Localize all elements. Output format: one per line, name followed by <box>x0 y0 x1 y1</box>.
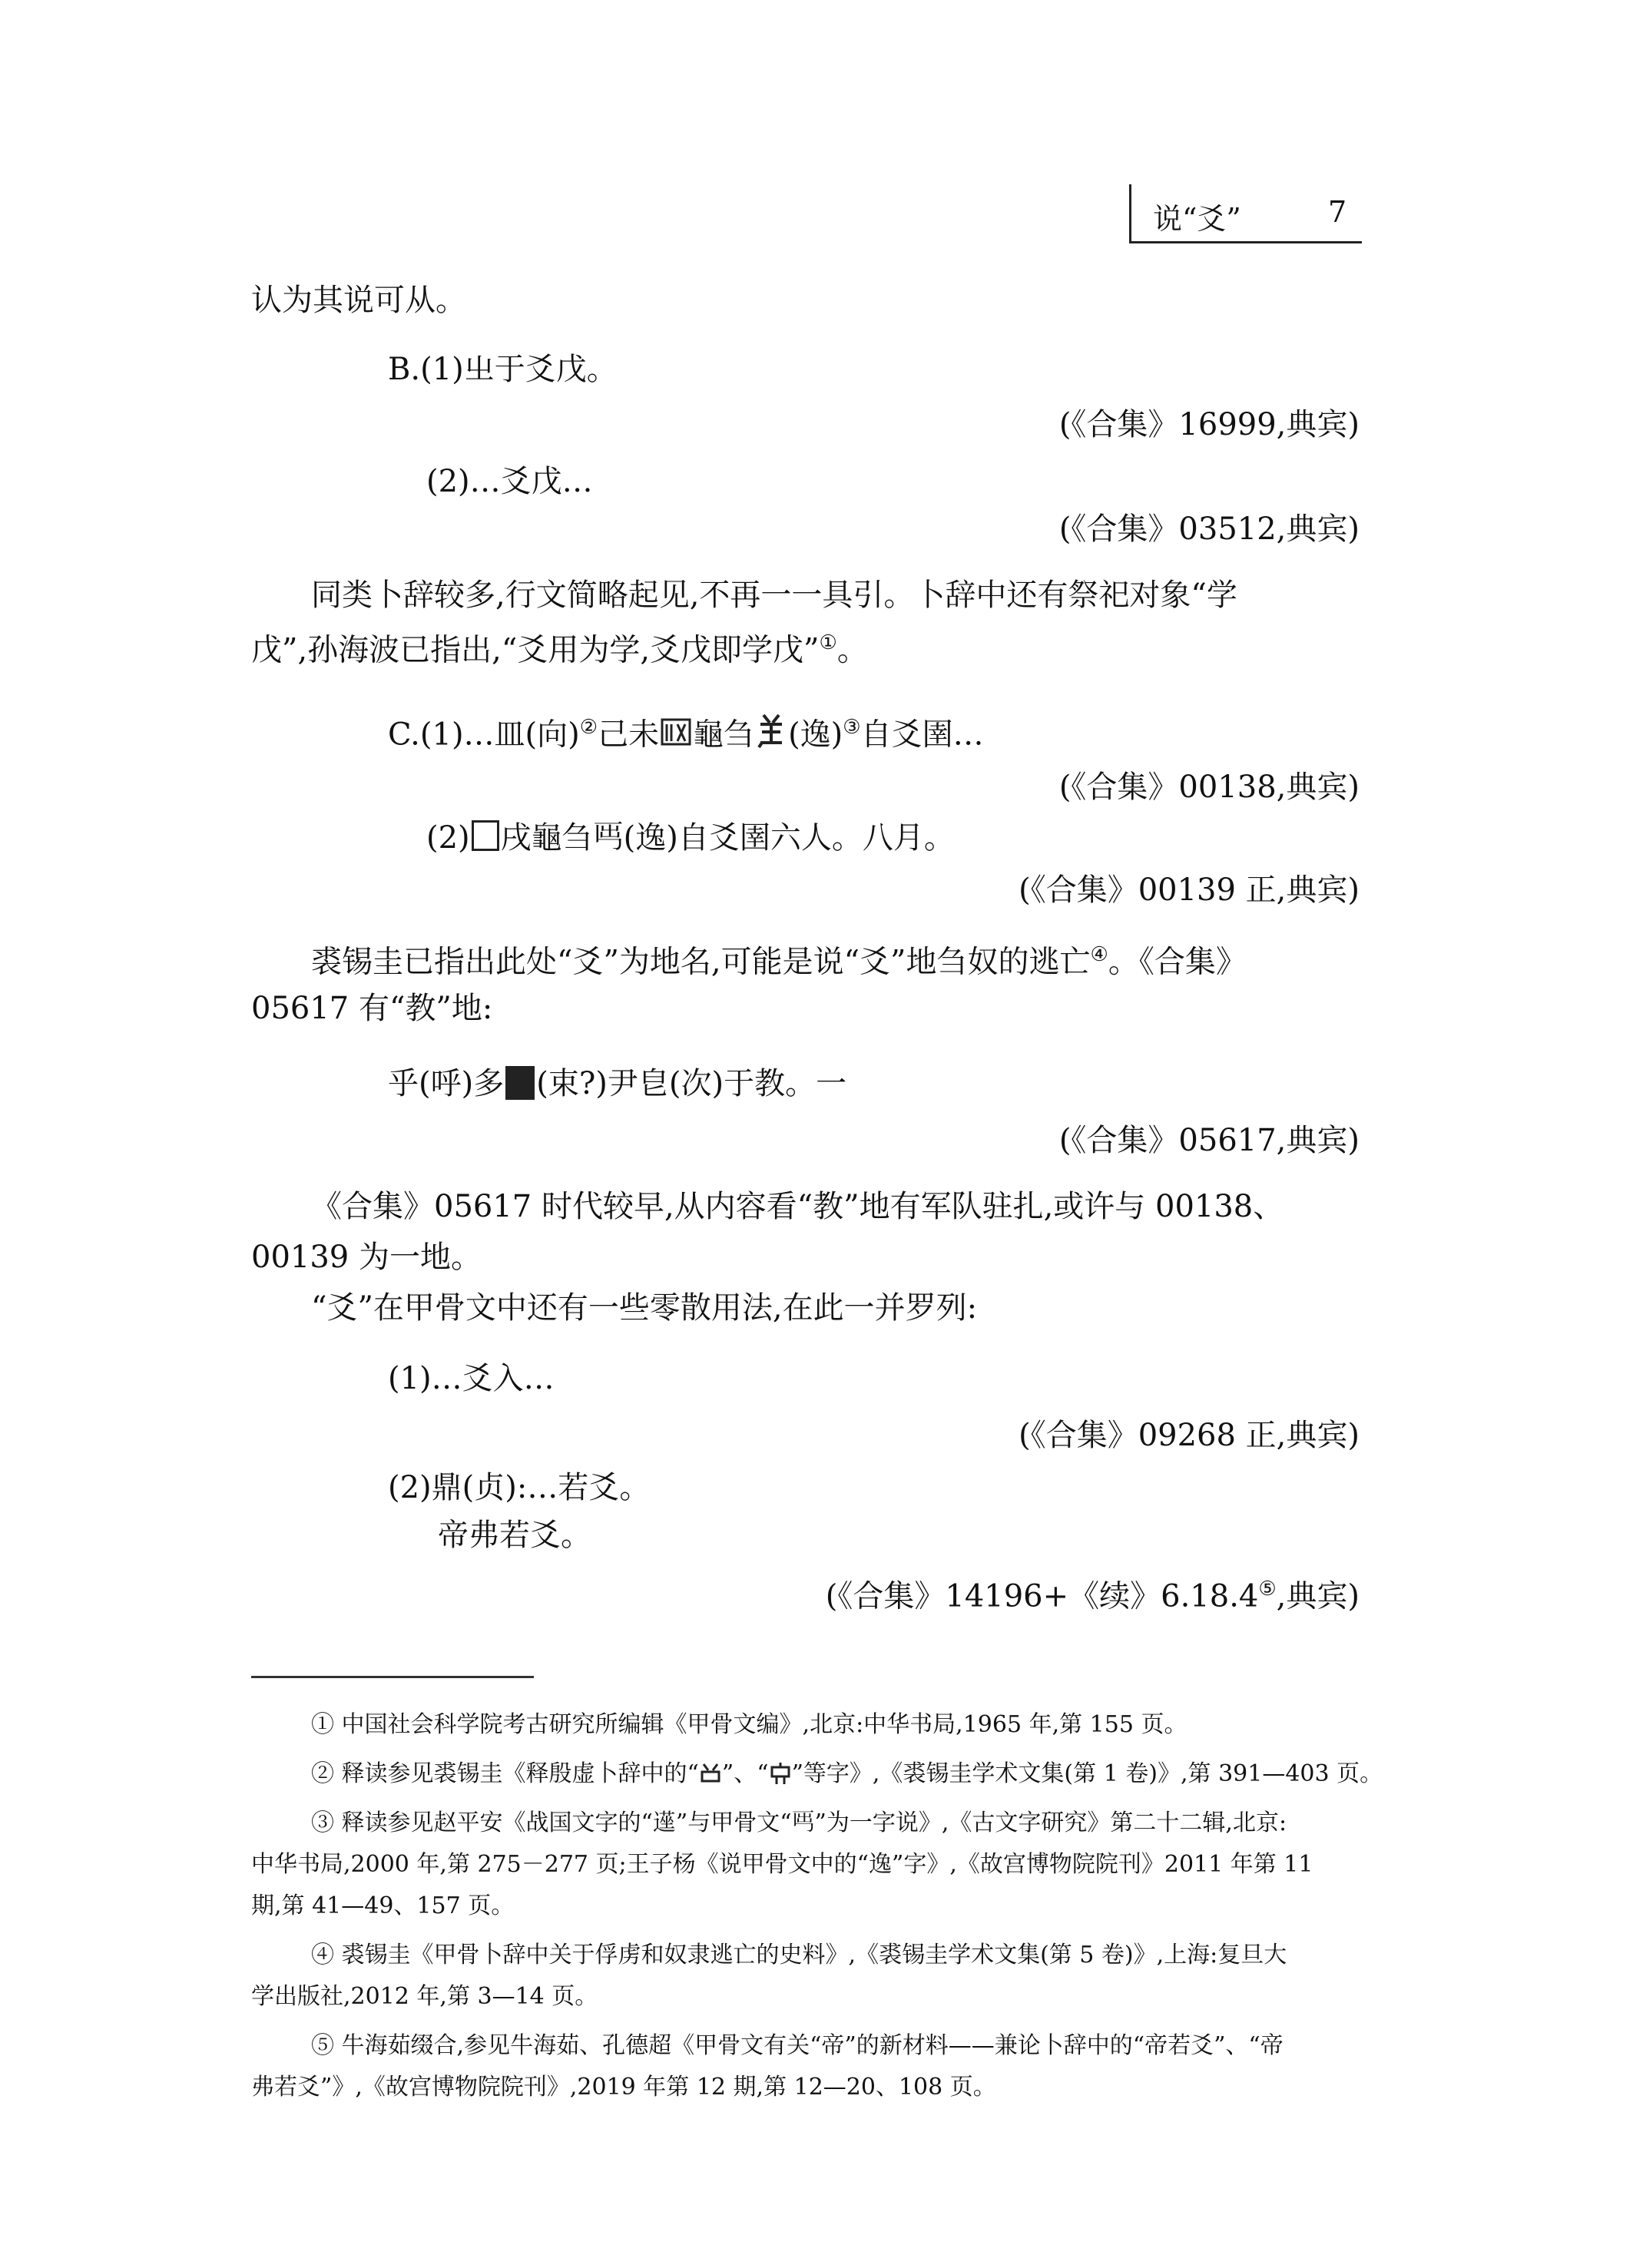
example-text: C.(1)…皿(向) <box>388 717 580 753</box>
oracle-glyph-icon <box>699 1761 722 1786</box>
example-d1: (1)…爻入… <box>388 1361 555 1396</box>
paragraph-text: 。 <box>836 632 868 668</box>
paragraph-line <box>311 931 1247 985</box>
footnote-ref: ① <box>819 631 837 654</box>
oracle-glyph-icon <box>505 1066 535 1100</box>
source-b2: (《合集》03512,典宾) <box>1058 512 1360 547</box>
example-text: 自爻圉… <box>860 717 984 753</box>
paragraph-line: 05617 有“教”地: <box>251 991 493 1026</box>
oracle-glyph-icon <box>769 1761 792 1786</box>
example-c2 <box>426 814 955 862</box>
example-b2: (2)…爻戊… <box>426 464 593 499</box>
footnote-text: ② 释读参见裘锡圭《释殷虚卜辞中的“ <box>311 1760 699 1787</box>
example-text: (束?)尹皀(次)于教。一 <box>536 1066 847 1101</box>
running-head <box>1129 184 1362 243</box>
example-text: 乎(呼)多 <box>388 1066 505 1101</box>
oracle-glyph-icon <box>659 715 693 749</box>
paragraph-text: 戊”,孙海波已指出,“爻用为学,爻戊即学戊” <box>251 632 820 668</box>
footnote-text: ”、“ <box>721 1760 769 1787</box>
footnote-4: ④ 裘锡圭《甲骨卜辞中关于俘虏和奴隶逃亡的史料》,《裘锡圭学术文集(第 5 卷)》,上海:复旦大 <box>311 1942 1287 1968</box>
paragraph-line <box>251 619 868 674</box>
source-b1: (《合集》16999,典宾) <box>1058 407 1360 442</box>
example-d2: (2)鼎(贞):…若爻。 <box>388 1470 651 1505</box>
footnote-text: ”等字》,《裘锡圭学术文集(第 1 卷)》,第 391—403 页。 <box>791 1760 1383 1787</box>
example-text: (2) <box>426 820 470 856</box>
paragraph-line: 同类卜辞较多,行文简略起见,不再一一具引。卜辞中还有祭祀对象“学 <box>311 578 1237 613</box>
paragraph-line: 00139 为一地。 <box>251 1240 482 1275</box>
footnote-ref: ⑤ <box>1258 1578 1277 1601</box>
paragraph-line: 《合集》05617 时代较早,从内容看“教”地有军队驻扎,或许与 00138、 <box>311 1189 1284 1224</box>
example-text: (逸) <box>788 717 843 753</box>
footnote-4-cont: 学出版社,2012 年,第 3—14 页。 <box>251 1983 598 2010</box>
footnote-3: ③ 释读参见赵平安《战国文字的“遳”与甲骨文“𡴈”为一字说》,《古文字研究》第二十二辑,北京: <box>311 1809 1287 1836</box>
source-d3 <box>826 1565 1360 1620</box>
example-text: 龜刍 <box>693 717 755 753</box>
paragraph-text: 裘锡圭已指出此处“爻”为地名,可能是说“爻”地刍奴的逃亡 <box>311 944 1091 980</box>
example-c1 <box>388 704 984 758</box>
footnote-divider <box>251 1676 534 1678</box>
footnote-5: ⑤ 牛海茹缀合,参见牛海茹、孔德超《甲骨文有关“帝”的新材料——兼论卜辞中的“帝若爻”、“帝 <box>311 2032 1284 2059</box>
example-d3: 帝弗若爻。 <box>438 1518 591 1553</box>
text-line: 认为其说可从。 <box>251 283 466 318</box>
source-text: (《合集》14196+《续》6.18.4 <box>825 1578 1259 1614</box>
footnote-3-cont: 期,第 41—49、157 页。 <box>251 1892 515 1919</box>
source-text: ,典宾) <box>1276 1578 1360 1614</box>
footnote-2 <box>311 1756 1383 1793</box>
footnote-ref: ④ <box>1090 943 1108 966</box>
paragraph-text: 。《合集》 <box>1108 944 1247 980</box>
example-e1 <box>388 1060 846 1108</box>
source-c2: (《合集》00139 正,典宾) <box>1019 872 1360 908</box>
source-e1: (《合集》05617,典宾) <box>1058 1123 1360 1158</box>
example-b1: B.(1)㞢于爻戊。 <box>388 352 618 387</box>
source-d1: (《合集》09268 正,典宾) <box>1019 1418 1360 1453</box>
footnote-ref: ② <box>579 716 598 739</box>
running-head-title: 说“爻” <box>1153 202 1241 236</box>
example-text: 戌龜刍𡴈(逸)自爻圉六人。八月。 <box>500 820 955 856</box>
source-c1: (《合集》00138,典宾) <box>1058 770 1360 805</box>
footnote-1: ① 中国社会科学院考古研究所编辑《甲骨文编》,北京:中华书局,1965 年,第 155 页。 <box>311 1711 1187 1738</box>
footnote-ref: ③ <box>843 716 861 739</box>
example-text: 己未 <box>598 717 660 753</box>
footnote-3-cont: 中华书局,2000 年,第 275－277 页;王子杨《说甲骨文中的“逸”字》,《故宫博物院院刊》2011 年第 11 <box>251 1851 1313 1878</box>
lacuna-box <box>472 820 499 851</box>
page-number: 7 <box>1328 195 1347 229</box>
oracle-glyph-icon <box>754 712 788 749</box>
footnote-5-cont: 弗若爻”》,《故宫博物院院刊》,2019 年第 12 期,第 12—20、108 页。 <box>251 2074 996 2101</box>
paragraph-line: “爻”在甲骨文中还有一些零散用法,在此一并罗列: <box>311 1290 978 1326</box>
